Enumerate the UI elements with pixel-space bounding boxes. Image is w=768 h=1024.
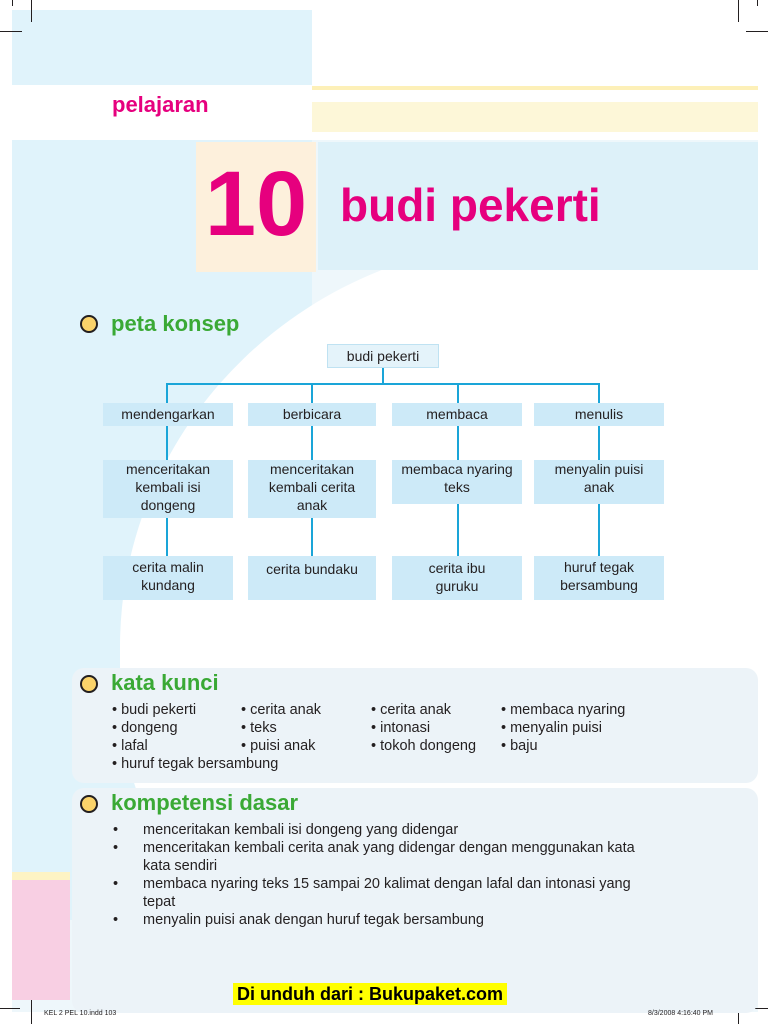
concept-activity: menceritakan kembali cerita anak [248, 460, 376, 518]
header-rule [312, 86, 758, 90]
keyword: • membaca nyaring [501, 702, 626, 718]
keyword: • dongeng [112, 720, 178, 736]
kompetensi-heading: kompetensi dasar [111, 790, 299, 815]
map-connector [166, 518, 168, 556]
kompetensi-item: menceritakan kembali isi dongeng yang didengar [143, 822, 459, 838]
map-connector [166, 383, 600, 385]
map-connector [457, 426, 459, 460]
keyword: • teks [241, 720, 277, 736]
background-top-panel [12, 10, 312, 85]
crop-mark [31, 0, 32, 22]
map-connector [166, 426, 168, 460]
keyword-column [371, 701, 476, 755]
download-source-note: Di unduh dari : Bukupaket.com [233, 983, 507, 1005]
concept-skill: berbicara [248, 403, 376, 426]
footer-file-info: KEL 2 PEL 10.indd 103 [44, 1010, 117, 1017]
map-connector [382, 368, 384, 384]
list-bullet: • [113, 876, 119, 892]
concept-activity: membaca nyaring teks [392, 460, 522, 504]
keyword: • baju [501, 738, 538, 754]
crop-mark [12, 0, 13, 6]
lesson-title: budi pekerti [340, 179, 601, 231]
crop-mark [738, 0, 739, 22]
keyword: • huruf tegak bersambung [112, 756, 279, 772]
keyword: • puisi anak [241, 738, 316, 754]
map-connector [311, 383, 313, 403]
concept-activity: menceritakan kembali isi dongeng [103, 460, 233, 518]
map-connector [311, 518, 313, 556]
concept-skill: mendengarkan [103, 403, 233, 426]
header-band [312, 102, 758, 132]
concept-skill: membaca [392, 403, 522, 426]
concept-root: budi pekerti [327, 344, 439, 368]
crop-mark [757, 0, 758, 6]
list-bullet: • [113, 822, 119, 838]
keyword: • menyalin puisi [501, 720, 602, 736]
section-bullet-icon [80, 675, 98, 693]
crop-mark [0, 1008, 20, 1009]
map-connector [311, 426, 313, 460]
list-bullet: • [113, 912, 119, 928]
kompetensi-item: membaca nyaring teks 15 sampai 20 kalimat dengan lafal dan intonasi yang tepat [143, 876, 631, 910]
concept-activity: menyalin puisi anak [534, 460, 664, 504]
map-connector [598, 383, 600, 403]
section-bullet-icon [80, 315, 98, 333]
keyword: • lafal [112, 738, 148, 754]
keyword: • tokoh dongeng [371, 738, 477, 754]
keyword: • cerita anak [241, 702, 322, 718]
concept-material: huruf tegak bersambung [534, 556, 664, 600]
map-connector [598, 504, 600, 556]
crop-mark [31, 1000, 32, 1024]
kompetensi-item: menyalin puisi anak dengan huruf tegak bersambung [143, 912, 484, 928]
section-bullet-icon [80, 795, 98, 813]
concept-skill: menulis [534, 403, 664, 426]
kompetensi-item: menceritakan kembali cerita anak yang didengar dengan menggunakan kata kata sendiri [143, 840, 635, 874]
map-connector [166, 383, 168, 403]
crop-mark [0, 31, 22, 32]
concept-material: cerita malin kundang [103, 556, 233, 600]
decor-pink-strip [12, 880, 70, 1000]
map-connector [598, 426, 600, 460]
keyword: • intonasi [371, 720, 431, 736]
keyword: • cerita anak [371, 702, 452, 718]
decor-yellow-strip [12, 872, 70, 880]
list-bullet: • [113, 840, 119, 856]
map-connector [457, 383, 459, 403]
concept-material: cerita bundaku [248, 556, 376, 600]
footer-timestamp: 8/3/2008 4:16:40 PM [648, 1010, 713, 1017]
lesson-label: pelajaran [112, 92, 209, 117]
crop-mark [746, 31, 768, 32]
keyword-column [241, 701, 321, 755]
keyword-column [501, 701, 625, 755]
map-connector [457, 504, 459, 556]
peta-konsep-heading: peta konsep [111, 311, 240, 336]
keyword: • budi pekerti [112, 702, 197, 718]
kata-kunci-heading: kata kunci [111, 670, 219, 695]
lesson-number: 10 [204, 153, 308, 255]
concept-material: cerita ibu guruku [392, 556, 522, 600]
